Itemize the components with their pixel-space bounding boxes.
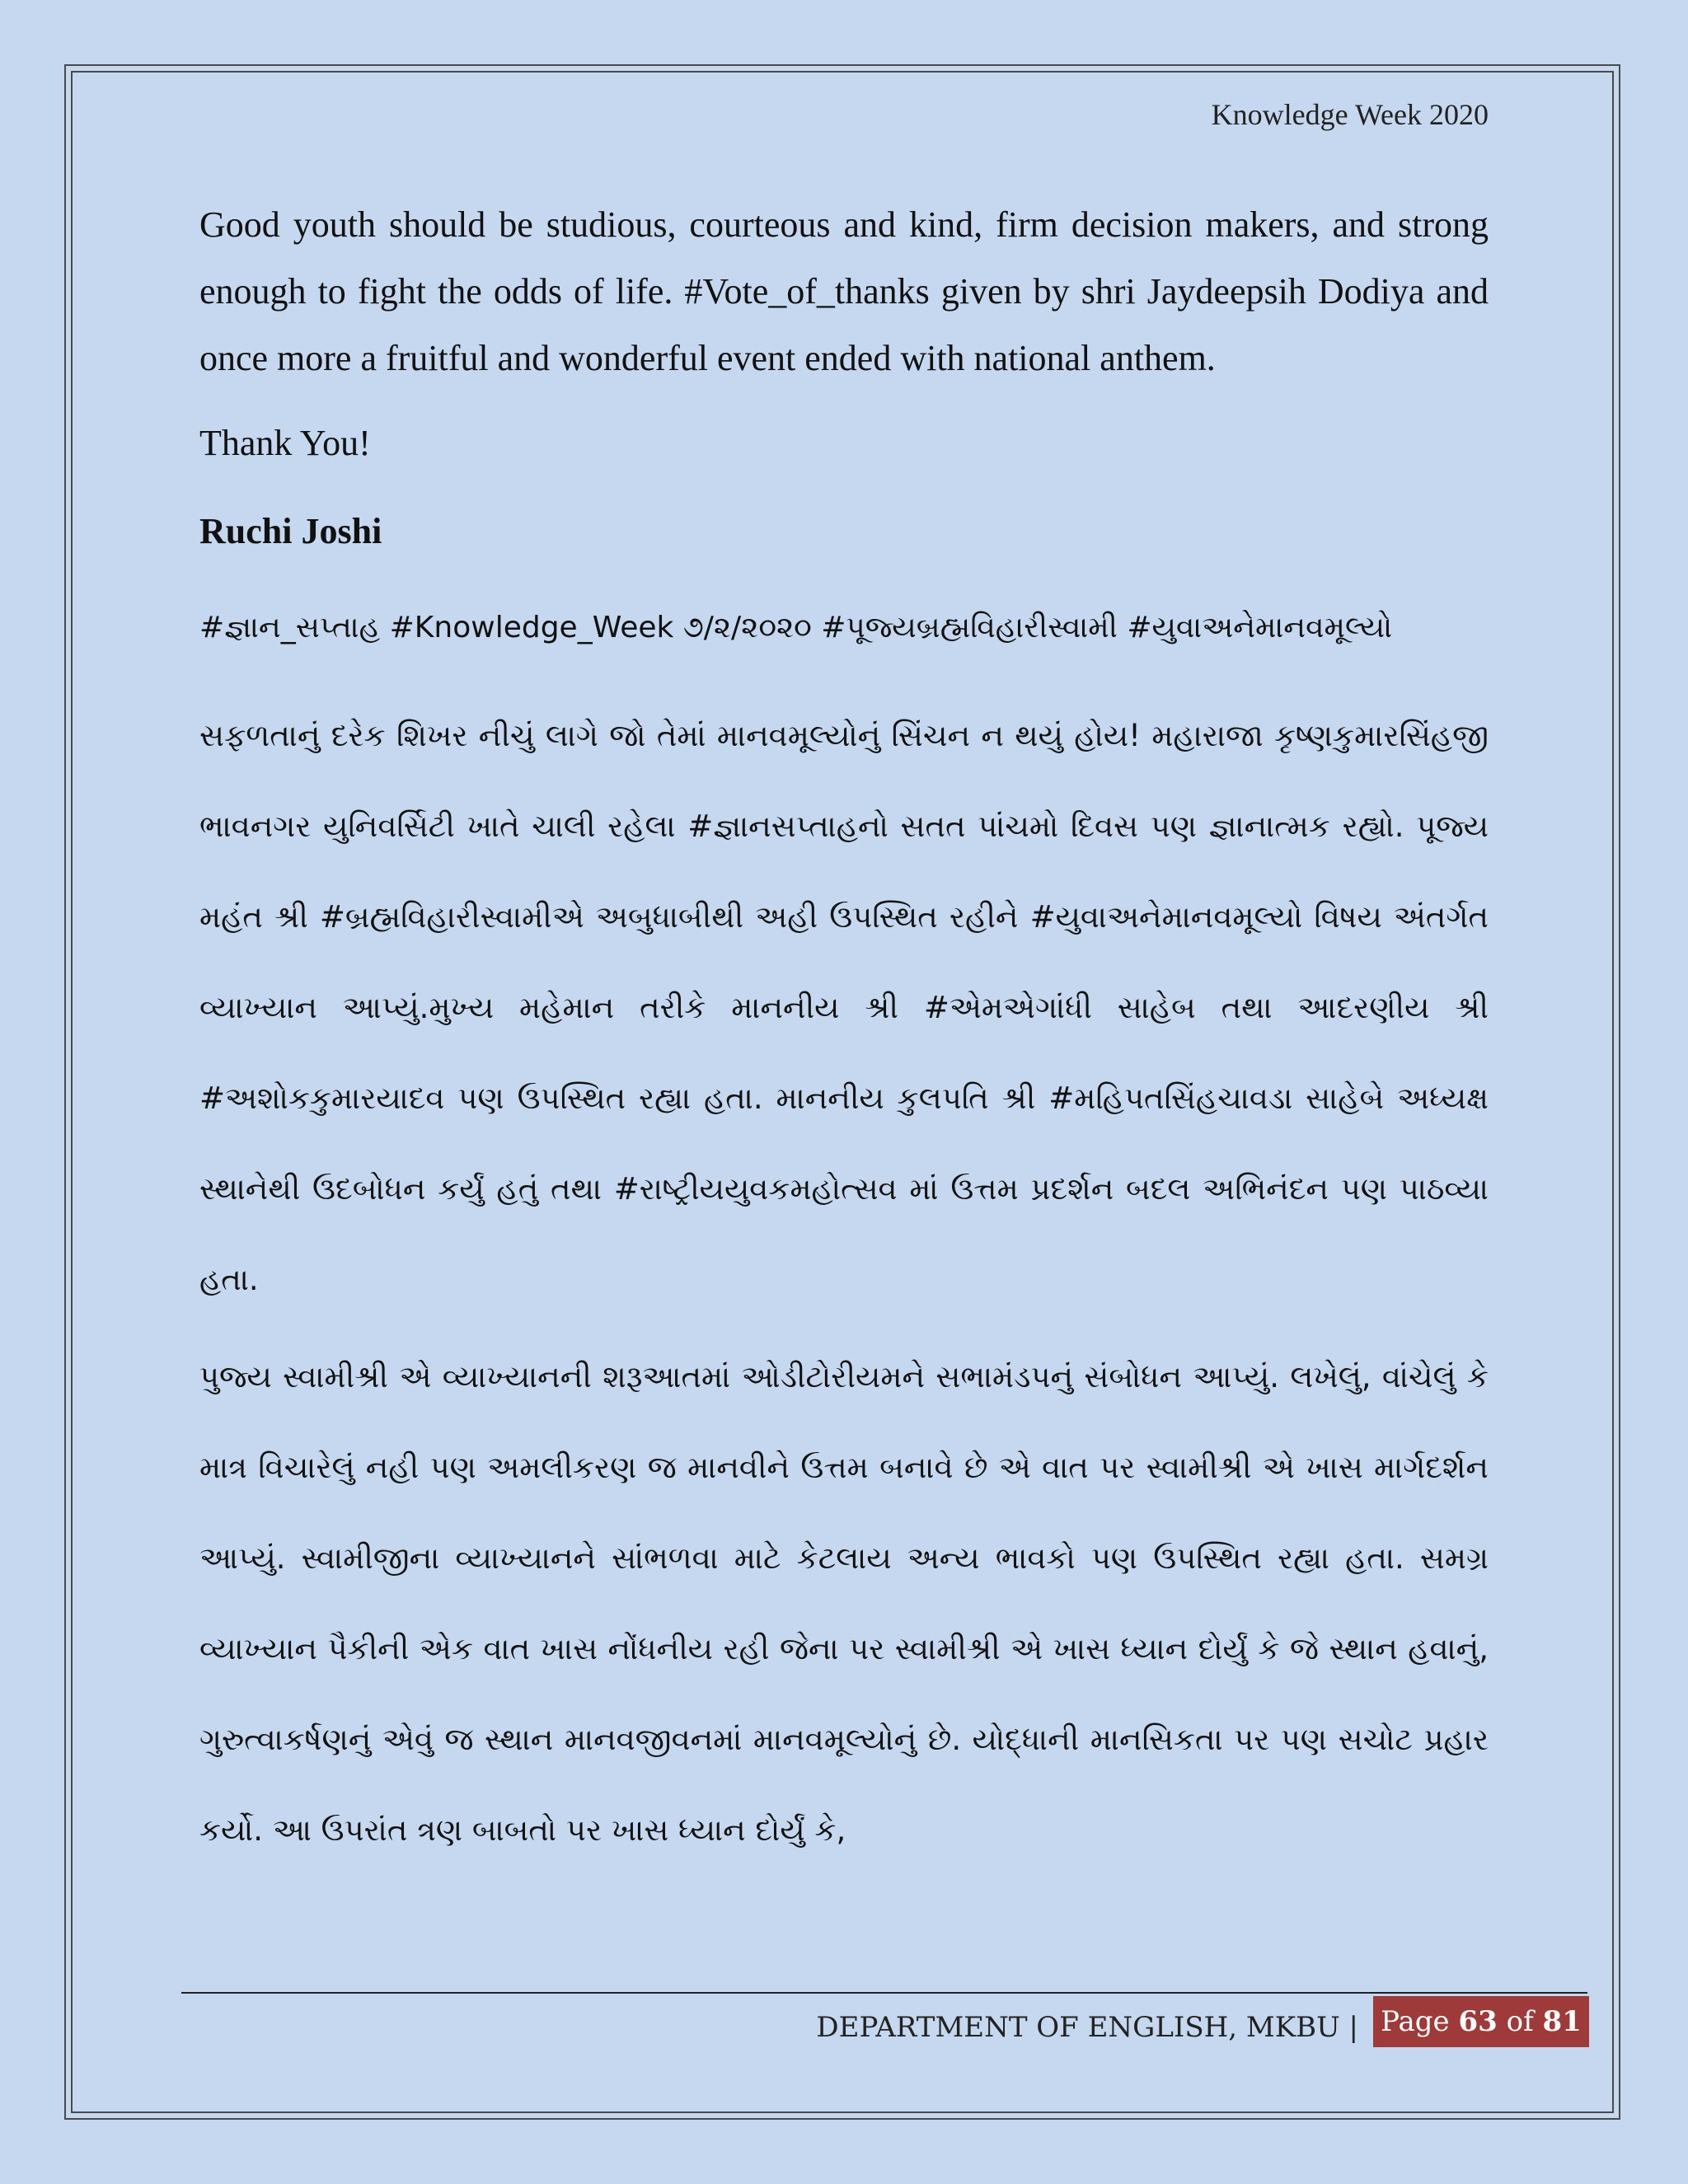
author-name: Ruchi Joshi bbox=[199, 511, 382, 551]
gujarati-paragraph-1: સફળતાનું દરેક શિખર નીચું લાગે જો તેમાં માનવમૂલ્યોનું સિંચન ન થયું હોય! મહારાજા કૃષ્ણકુમારસિંહજી ભાવનગર યુનિવર્સિટી ખાતે ચાલી રહેલા #જ્ઞાનસપ્તાહનો સતત પાંચમો દિવસ પણ જ્ઞાનાત્મક રહ્યો. પૂજ્ય મહંત શ્રી #બ્રહ્મવિહારીસ્વામીએ અબુધાબીથી અહી ઉપસ્થિત રહીને #યુવાઅનેમાનવમૂલ્યો વિષય અંતર્ગત વ્યાખ્યાન આપ્યું.મુખ્ય મહેમાન તરીકે માનનીય શ્રી #એમએગાંધી સાહેબ તથા આદરણીય શ્રી #અશોકકુમારયાદવ પણ ઉપસ્થિત રહ્યા હતા. માનનીય કુલપતિ શ્રી #મહિપતસિંહચાવડા સાહેબે અધ્યક્ષ સ્થાનેથી ઉદબોધન કર્યું હતું તથા #રાષ્ટ્રીયયુવકમહોત્સવ માં ઉત્તમ પ્રદર્શન બદલ અભિનંદન પણ પાઠવ્યા હતા. bbox=[199, 718, 1489, 1297]
page-number-badge bbox=[1373, 1996, 1589, 2047]
running-header: Knowledge Week 2020 bbox=[1211, 98, 1489, 131]
page-word: Page bbox=[1381, 2005, 1450, 2038]
english-paragraph: Good youth should be studious, courteous and kind, firm decision makers, and strong enough to fight the odds of life. #Vote_of_thanks given by shri Jaydeepsih Dodiya and once more a fruitful and wonderful event ended with national anthem. bbox=[199, 204, 1489, 378]
footer-divider bbox=[181, 1992, 1587, 1994]
hashtag-line: #જ્ઞાન_સપ્તાહ #Knowledge_Week ૭/૨/૨૦૨૦ #પૂજ્યબ્રહ્મવિહારીસ્વામી #યુવાઅનેમાનવમૂલ્યો bbox=[199, 611, 1393, 644]
page-number: 63 bbox=[1458, 2005, 1498, 2038]
of-word: of bbox=[1506, 2005, 1534, 2038]
article-body bbox=[199, 191, 1489, 1882]
page-total: 81 bbox=[1542, 2005, 1582, 2038]
thanks-line: Thank You! bbox=[199, 423, 371, 463]
gujarati-paragraph-2: પુજ્ય સ્વામીશ્રી એ વ્યાખ્યાનની શરૂઆતમાં ઓડીટોરીયમને સભામંડપનું સંબોધન આપ્યું. લખેલું, વાંચેલું કે માત્ર વિચારેલું નહી પણ અમલીકરણ જ માનવીને ઉત્તમ બનાવે છે એ વાત પર સ્વામીશ્રી એ ખાસ માર્ગદર્શન આપ્યું. સ્વામીજીના વ્યાખ્યાનને સાંભળવા માટે કેટલાય અન્ય ભાવકો પણ ઉપસ્થિત રહ્યા હતા. સમગ્ર વ્યાખ્યાન પૈકીની એક વાત ખાસ નોંધનીય રહી જેના પર સ્વામીશ્રી એ ખાસ ધ્યાન દોર્યું કે જે સ્થાન હવાનું, ગુરુત્વાકર્ષણનું એવું જ સ્થાન માનવજીવનમાં માનવમૂલ્યોનું છે. યોદ્ધાની માનસિકતા પર પણ સચોટ પ્રહાર કર્યો. આ ઉપરાંત ત્રણ બાબતો પર ખાસ ધ્યાન દોર્યું કે, bbox=[199, 1359, 1489, 1848]
footer-department: DEPARTMENT OF ENGLISH, MKBU | bbox=[816, 2011, 1358, 2044]
